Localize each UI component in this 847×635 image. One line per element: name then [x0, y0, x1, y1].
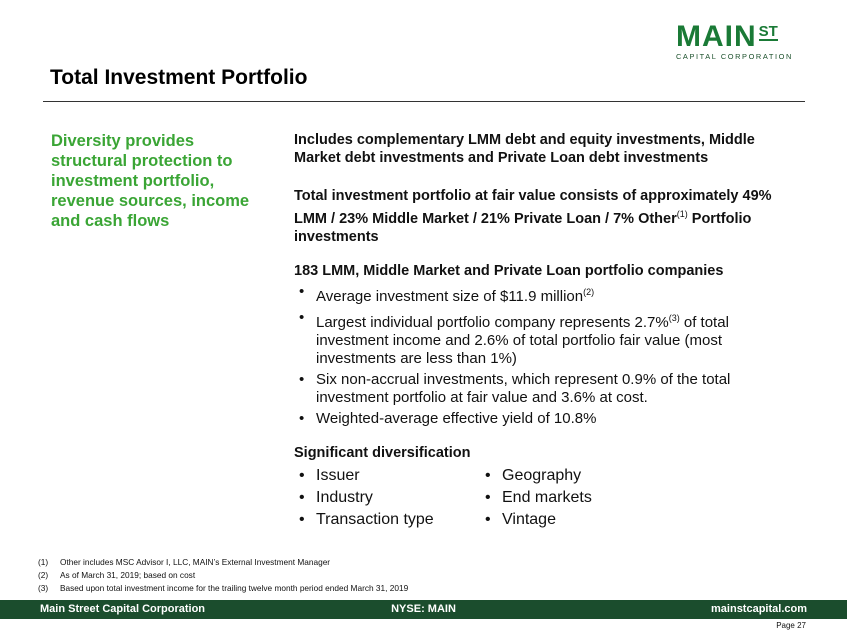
footnote-ref-1: (1)	[676, 209, 688, 219]
logo-brand-suffix: ST	[758, 23, 778, 40]
list-item: • Vintage	[480, 509, 666, 531]
footnote	[38, 569, 408, 582]
point-complementary-investments: Includes complementary LMM debt and equity investments, Middle Market debt investments and Private Loan debt investments	[294, 132, 755, 166]
bullet-text: Average investment size of $11.9 million	[316, 287, 584, 305]
footer-ticker: NYSE: MAIN	[391, 603, 456, 615]
point-portfolio-companies: 183 LMM, Middle Market and Private Loan portfolio companies	[294, 262, 724, 279]
footnote-text: Other includes MSC Advisor I, LLC, MAIN’s External Investment Manager	[60, 557, 331, 567]
portfolio-mix-text: Total investment portfolio at fair value consists of approximately 49% LMM / 23% Middle Market / 21% Private Loan / 7% Other	[294, 188, 772, 227]
footnote-number: (1)	[38, 557, 49, 567]
list-item: • Issuer	[294, 465, 480, 487]
footnote-number: (3)	[38, 583, 49, 593]
portfolio-mix-tail: Portfolio investments	[294, 210, 752, 245]
logo-tagline: CAPITAL CORPORATION	[676, 52, 793, 61]
bullet-non-accrual: • Six non-accrual investments, which represent 0.9% of the total investment portfolio at fair value and 3.6% at cost.	[294, 371, 794, 407]
diversification-list-right	[480, 465, 666, 531]
list-item: • Transaction type	[294, 509, 480, 531]
footer-website: mainstcapital.com	[711, 603, 807, 615]
footnotes	[38, 556, 408, 595]
footnote-text: Based upon total investment income for the trailing twelve month period ended March 31, 2019	[60, 583, 409, 593]
bullet-largest-company	[294, 309, 794, 368]
title-divider	[43, 101, 805, 102]
diversity-callout: Diversity provides structural protection to investment portfolio, revenue sources, income and cash flows	[51, 132, 250, 230]
footnote-text: As of March 31, 2019; based on cost	[60, 570, 196, 580]
page-number: Page 27	[776, 621, 806, 630]
footnote-number: (2)	[38, 570, 49, 580]
list-item: • Geography	[480, 465, 666, 487]
logo-brand: MAIN	[676, 20, 757, 53]
portfolio-bullet-list	[294, 283, 794, 428]
point-portfolio-mix	[294, 187, 794, 246]
footnote	[38, 556, 408, 569]
bullet-text: Largest individual portfolio company represents 2.7%	[316, 313, 669, 331]
bullet-text: of total investment income and 2.6% of total portfolio fair value (most investments are less than 1%)	[316, 313, 729, 367]
footnote-ref-3: (3)	[668, 312, 680, 323]
list-item: • End markets	[480, 487, 666, 509]
footnote-ref-2: (2)	[583, 286, 595, 297]
bullet-weighted-yield: • Weighted-average effective yield of 10.8%	[294, 410, 794, 428]
page-title: Total Investment Portfolio	[50, 66, 308, 89]
bullet-average-investment	[294, 283, 794, 306]
diversification-list-left	[294, 465, 480, 531]
footnote	[38, 582, 408, 595]
logo-wordmark	[676, 20, 796, 53]
company-logo	[676, 20, 796, 61]
footer-company: Main Street Capital Corporation	[40, 603, 206, 615]
diversification-grid	[294, 465, 794, 531]
list-item: • Industry	[294, 487, 480, 509]
main-content	[294, 131, 794, 531]
footer-bar	[0, 600, 847, 619]
diversification-heading: Significant diversification	[294, 444, 471, 461]
